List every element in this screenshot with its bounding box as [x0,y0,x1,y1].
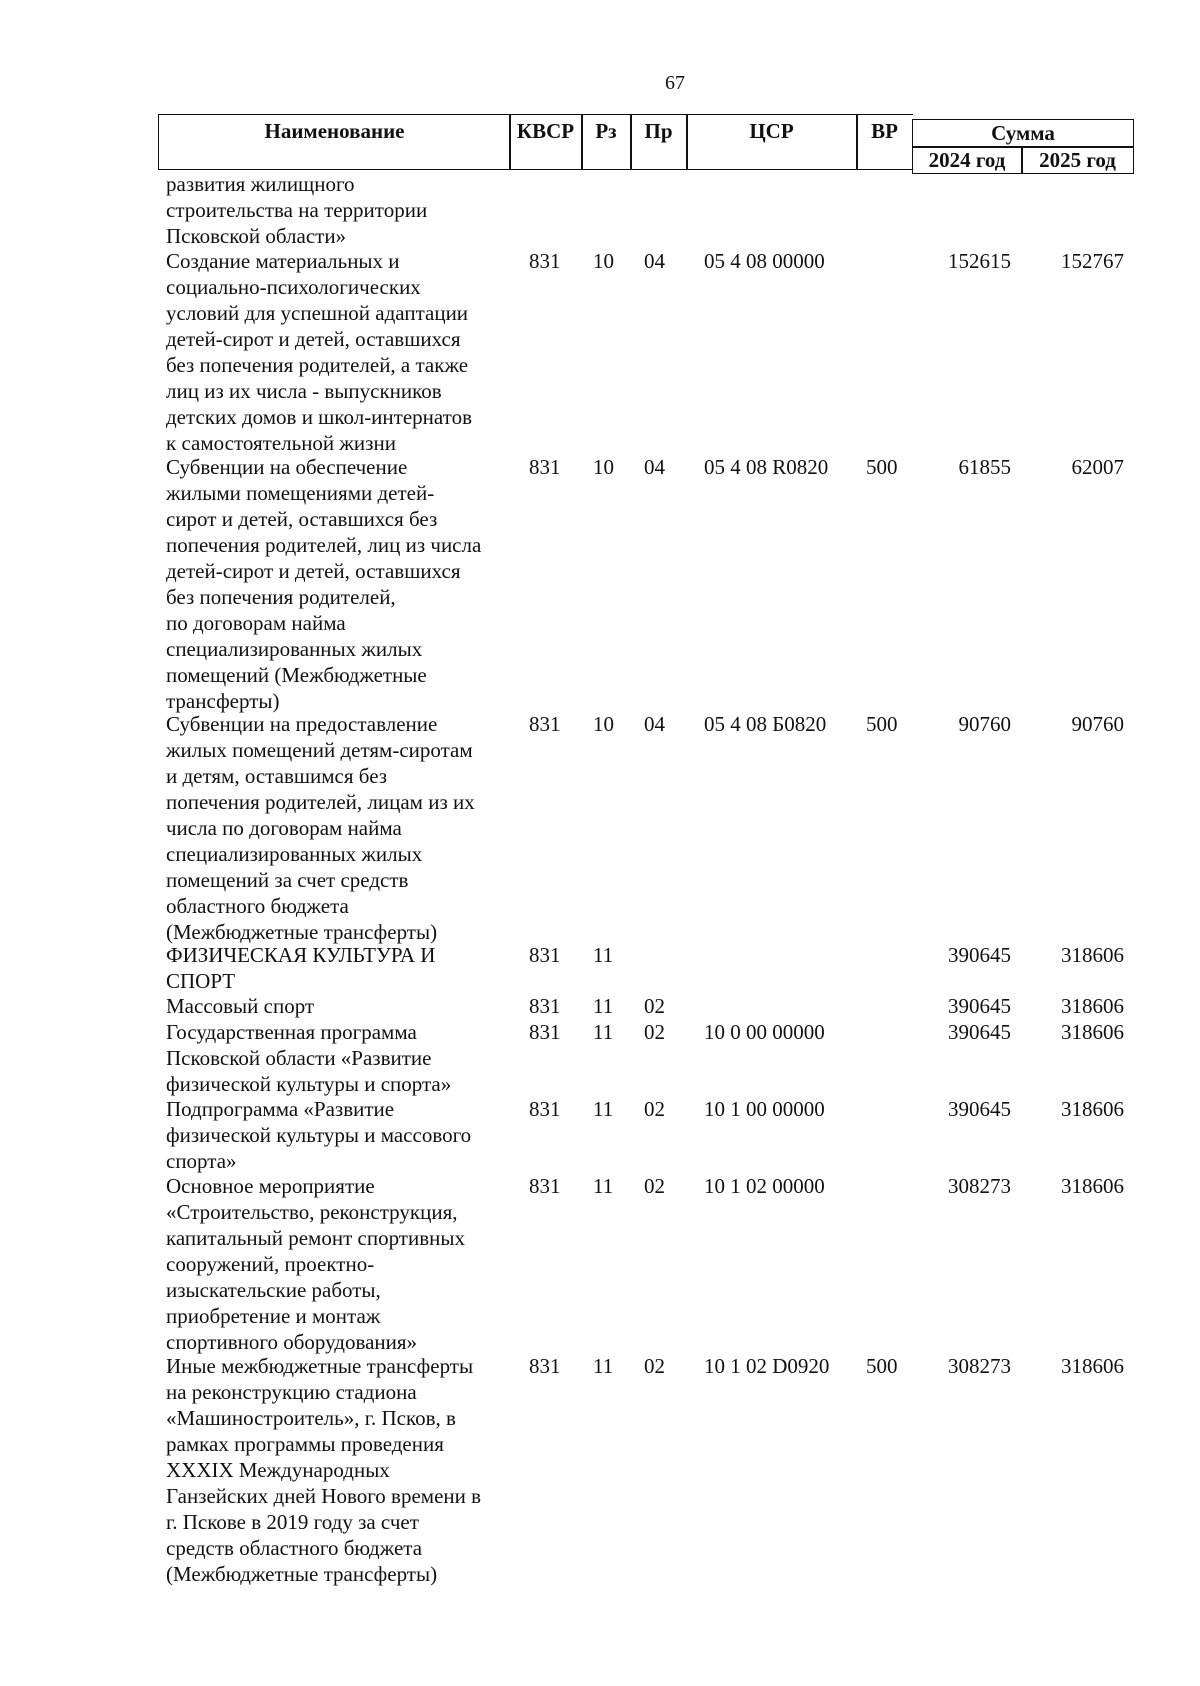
header-2024: 2024 год [928,148,1006,172]
cell-name [166,171,506,249]
cell-name-line: помещений (Межбюджетные [166,662,427,687]
header-kvsr: КВСР [516,119,575,143]
cell-sum-2024: 308273 [948,1174,1011,1199]
cell-name-line: сооружений, проектно- [166,1252,375,1277]
cell-sum-2025: 152767 [1061,249,1124,274]
cell-name-line: Создание материальных и [166,249,400,274]
cell-name-line: физической культуры и массового [166,1123,472,1148]
cell-name-line: Псковской области» [166,224,347,248]
cell-csr: 05 4 08 R0820 [704,454,829,479]
cell-name [166,454,506,714]
cell-name [166,248,506,456]
header-rz: Рз [595,119,617,143]
cell-name-line: (Межбюджетные трансферты) [166,919,438,944]
cell-csr: 05 4 08 Б0820 [704,711,827,736]
cell-name-line: XXXIX Международных [166,1458,390,1483]
cell-name-line: жилыми помещениями детей- [166,480,435,505]
cell-name-line: физической культуры и спорта» [166,1072,452,1097]
cell-name-line: изыскательские работы, [166,1278,381,1303]
cell-sum-2024: 61855 [958,454,1011,479]
cell-name-line: без попечения родителей, [166,584,396,609]
cell-sum-2024: 390645 [948,994,1011,1019]
cell-sum-2025: 318606 [1061,994,1124,1019]
cell-name [166,1173,506,1355]
cell-kvsr: 831 [529,1020,561,1045]
cell-kvsr: 831 [529,1097,561,1122]
cell-name [166,993,506,1019]
cell-name-line: Субвенции на обеспечение [166,454,408,479]
cell-sum-2024: 390645 [948,943,1011,967]
cell-name-line: детей-сирот и детей, оставшихся [166,327,461,352]
cell-sum-2024: 390645 [948,1020,1011,1045]
cell-name-line: специализированных жилых [166,841,423,866]
cell-csr: 10 0 00 00000 [704,1020,825,1045]
cell-name [166,711,506,945]
cell-sum-2024: 308273 [948,1354,1011,1379]
cell-sum-2025: 318606 [1061,1174,1124,1199]
cell-name-line: числа по договорам найма [166,815,402,840]
cell-pr: 02 [644,1354,665,1379]
cell-name-line: детей-сирот и детей, оставшихся [166,558,461,583]
cell-rz: 11 [593,1354,614,1379]
cell-rz: 11 [593,1174,614,1199]
cell-rz: 11 [593,994,614,1019]
cell-name-line: детских домов и школ-интернатов [166,405,472,430]
cell-name-line: средств областного бюджета [166,1536,423,1561]
cell-name-line: к самостоятельной жизни [166,431,396,456]
cell-kvsr: 831 [529,249,561,274]
header-name: Наименование [264,119,405,143]
cell-name-line: г. Пскове в 2019 году за счет [166,1510,419,1535]
cell-rz: 10 [593,249,614,274]
cell-vr: 500 [866,454,898,479]
cell-name-line: попечения родителей, лицам из их [166,789,475,814]
cell-name-line: и детям, оставшимся без [166,763,388,788]
header-csr: ЦСР [749,119,794,143]
cell-vr: 500 [866,1354,898,1379]
cell-name-line: лиц из их числа - выпускников [166,379,442,404]
cell-pr: 04 [644,711,665,736]
cell-sum-2025: 318606 [1061,943,1124,967]
cell-name-line: строительства на территории [166,198,428,222]
cell-pr: 02 [644,994,665,1019]
cell-name-line: развития жилищного [166,172,355,196]
cell-kvsr: 831 [529,994,561,1019]
cell-name-line: Иные межбюджетные трансферты [166,1354,474,1379]
cell-name-line: социально-психологических [166,275,421,300]
page-number: 67 [665,72,685,94]
cell-pr: 04 [644,249,665,274]
cell-name-line: попечения родителей, лиц из числа [166,532,482,557]
cell-name-line: помещений за счет средств [166,867,409,892]
cell-rz: 11 [593,943,614,967]
cell-name-line: СПОРТ [166,969,236,993]
cell-sum-2025: 90760 [1071,711,1124,736]
header-sum: Сумма [991,121,1055,145]
cell-rz: 11 [593,1097,614,1122]
cell-name-line: спорта» [166,1149,237,1174]
cell-name-line: специализированных жилых [166,636,423,661]
header-vr: ВР [871,119,898,143]
cell-name-line: спортивного оборудования» [166,1330,418,1355]
cell-name-line: ФИЗИЧЕСКАЯ КУЛЬТУРА И [166,943,436,967]
cell-rz: 10 [593,711,614,736]
header-pr: Пр [644,119,673,143]
cell-name-line: «Строительство, реконструкция, [166,1200,458,1225]
cell-name-line: Субвенции на предоставление [166,711,438,736]
cell-sum-2025: 318606 [1061,1354,1124,1379]
cell-name-line: (Межбюджетные трансферты) [166,1562,438,1587]
cell-csr: 10 1 02 00000 [704,1174,825,1199]
cell-name-line: Подпрограмма «Развитие [166,1097,395,1122]
cell-name [166,1353,506,1587]
cell-sum-2025: 318606 [1061,1097,1124,1122]
cell-sum-2025: 62007 [1071,454,1124,479]
cell-rz: 11 [593,1020,614,1045]
cell-name-line: на реконструкцию стадиона [166,1380,417,1405]
cell-name-line: по договорам найма [166,610,346,635]
cell-name-line: трансферты) [166,688,280,713]
cell-name-line: капитальный ремонт спортивных [166,1226,465,1251]
cell-sum-2024: 390645 [948,1097,1011,1122]
cell-csr: 10 1 00 00000 [704,1097,825,1122]
cell-name-line: сирот и детей, оставшихся без [166,506,438,531]
cell-vr: 500 [866,711,898,736]
cell-name [166,1019,506,1097]
cell-name-line: жилых помещений детям-сиротам [166,737,473,762]
cell-name-line: Государственная программа [166,1020,417,1045]
cell-kvsr: 831 [529,1174,561,1199]
cell-name-line: без попечения родителей, а также [166,353,469,378]
cell-rz: 10 [593,454,614,479]
cell-pr: 04 [644,454,665,479]
cell-name-line: Ганзейских дней Нового времени в [166,1484,482,1509]
cell-name-line: приобретение и монтаж [166,1304,381,1329]
cell-kvsr: 831 [529,1354,561,1379]
cell-sum-2025: 318606 [1061,1020,1124,1045]
cell-csr: 10 1 02 D0920 [704,1354,830,1379]
cell-name-line: областного бюджета [166,893,349,918]
cell-name [166,942,506,994]
cell-sum-2024: 152615 [948,249,1011,274]
cell-name-line: Псковской области «Развитие [166,1046,432,1071]
cell-name-line: Массовый спорт [166,994,315,1019]
cell-kvsr: 831 [529,454,561,479]
header-2025: 2025 год [1039,148,1116,172]
cell-pr: 02 [644,1097,665,1122]
cell-pr: 02 [644,1020,665,1045]
cell-sum-2024: 90760 [958,711,1011,736]
cell-name-line: Основное мероприятие [166,1174,375,1199]
cell-name [166,1096,506,1174]
cell-kvsr: 831 [529,943,561,967]
cell-name-line: рамках программы проведения [166,1432,444,1457]
cell-name-line: «Машиностроитель», г. Псков, в [166,1406,456,1431]
cell-name-line: условий для успешной адаптации [166,301,469,326]
cell-csr: 05 4 08 00000 [704,249,825,274]
cell-pr: 02 [644,1174,665,1199]
cell-kvsr: 831 [529,711,561,736]
